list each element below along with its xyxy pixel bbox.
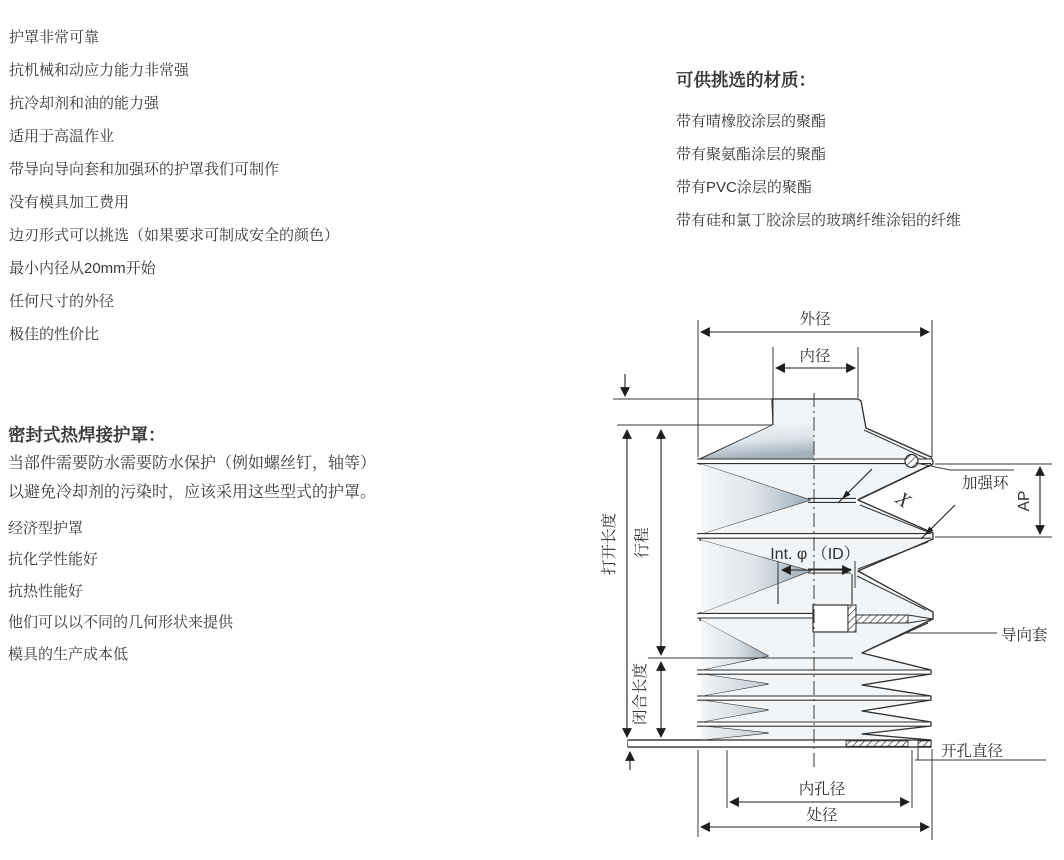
sealed-body-line2: 以避免冷却剂的污染时，应该采用这些型式的护罩。 (8, 484, 377, 501)
material-item: 带有聚氨酯涂层的聚酯 (676, 146, 827, 163)
label-outer-diameter: 外径 (799, 311, 831, 328)
label-open-length: 打开长度 (601, 512, 618, 576)
feature-item: 带导向导向套和加强环的护罩我们可制作 (9, 161, 280, 178)
label-closed-length: 闭合长度 (632, 662, 649, 726)
sealed-item: 模具的生产成本低 (8, 645, 129, 663)
sealed-title: 密封式热焊接护罩： (8, 425, 166, 445)
label-inner-diameter: 内径 (799, 348, 831, 365)
plate-hatch-right (918, 741, 931, 746)
label-chu-diameter: 处径 (806, 807, 838, 824)
feature-item: 护罩非常可靠 (9, 29, 100, 46)
sealed-body-line1: 当部件需要防水需要防水保护（例如螺丝钉，轴等） (8, 455, 377, 472)
feature-item: 抗冷却剂和油的能力强 (9, 95, 160, 112)
label-inner-hole-diameter: 内孔径 (798, 781, 846, 798)
label-x-dim: X (891, 487, 915, 513)
label-stroke: 行程 (634, 527, 651, 559)
label-guide-sleeve: 导向套 (1001, 627, 1048, 644)
feature-item: 抗机械和动应力能力非常强 (9, 62, 190, 79)
label-int-id: Int. φ （ID） (770, 546, 860, 563)
feature-item: 没有模具加工费用 (9, 194, 130, 211)
sealed-item: 抗热性能好 (8, 582, 84, 600)
sealed-item: 抗化学性能好 (8, 551, 99, 569)
materials-title: 可供挑选的材质： (676, 70, 816, 90)
feature-item: 适用于高温作业 (9, 128, 115, 145)
sealed-item: 他们可以以不同的几何形状来提供 (8, 614, 234, 632)
sealed-item: 经济型护罩 (8, 520, 84, 537)
label-reinforce-ring: 加强环 (962, 475, 1009, 492)
label-opening-diameter: 开孔直径 (941, 743, 1004, 760)
bottom-plate (628, 740, 931, 747)
bell-cone-shade (701, 425, 814, 459)
material-item: 带有硅和氯丁胶涂层的玻璃纤维涂铝的纤维 (676, 212, 962, 229)
feature-item: 最小内径从20mm开始 (9, 260, 156, 277)
material-item: 带有PVC涂层的聚酯 (676, 179, 812, 196)
plate-hatch-left (846, 741, 908, 746)
feature-item: 边刃形式可以挑选（如果要求可制成安全的颜色） (9, 227, 340, 244)
reinforce-ring-circle (905, 455, 918, 468)
feature-item: 任何尺寸的外径 (9, 293, 115, 310)
feature-item: 极佳的性价比 (9, 326, 100, 343)
label-ap: AP (1016, 490, 1033, 512)
material-item: 带有晴橡胶涂层的聚酯 (676, 113, 827, 130)
